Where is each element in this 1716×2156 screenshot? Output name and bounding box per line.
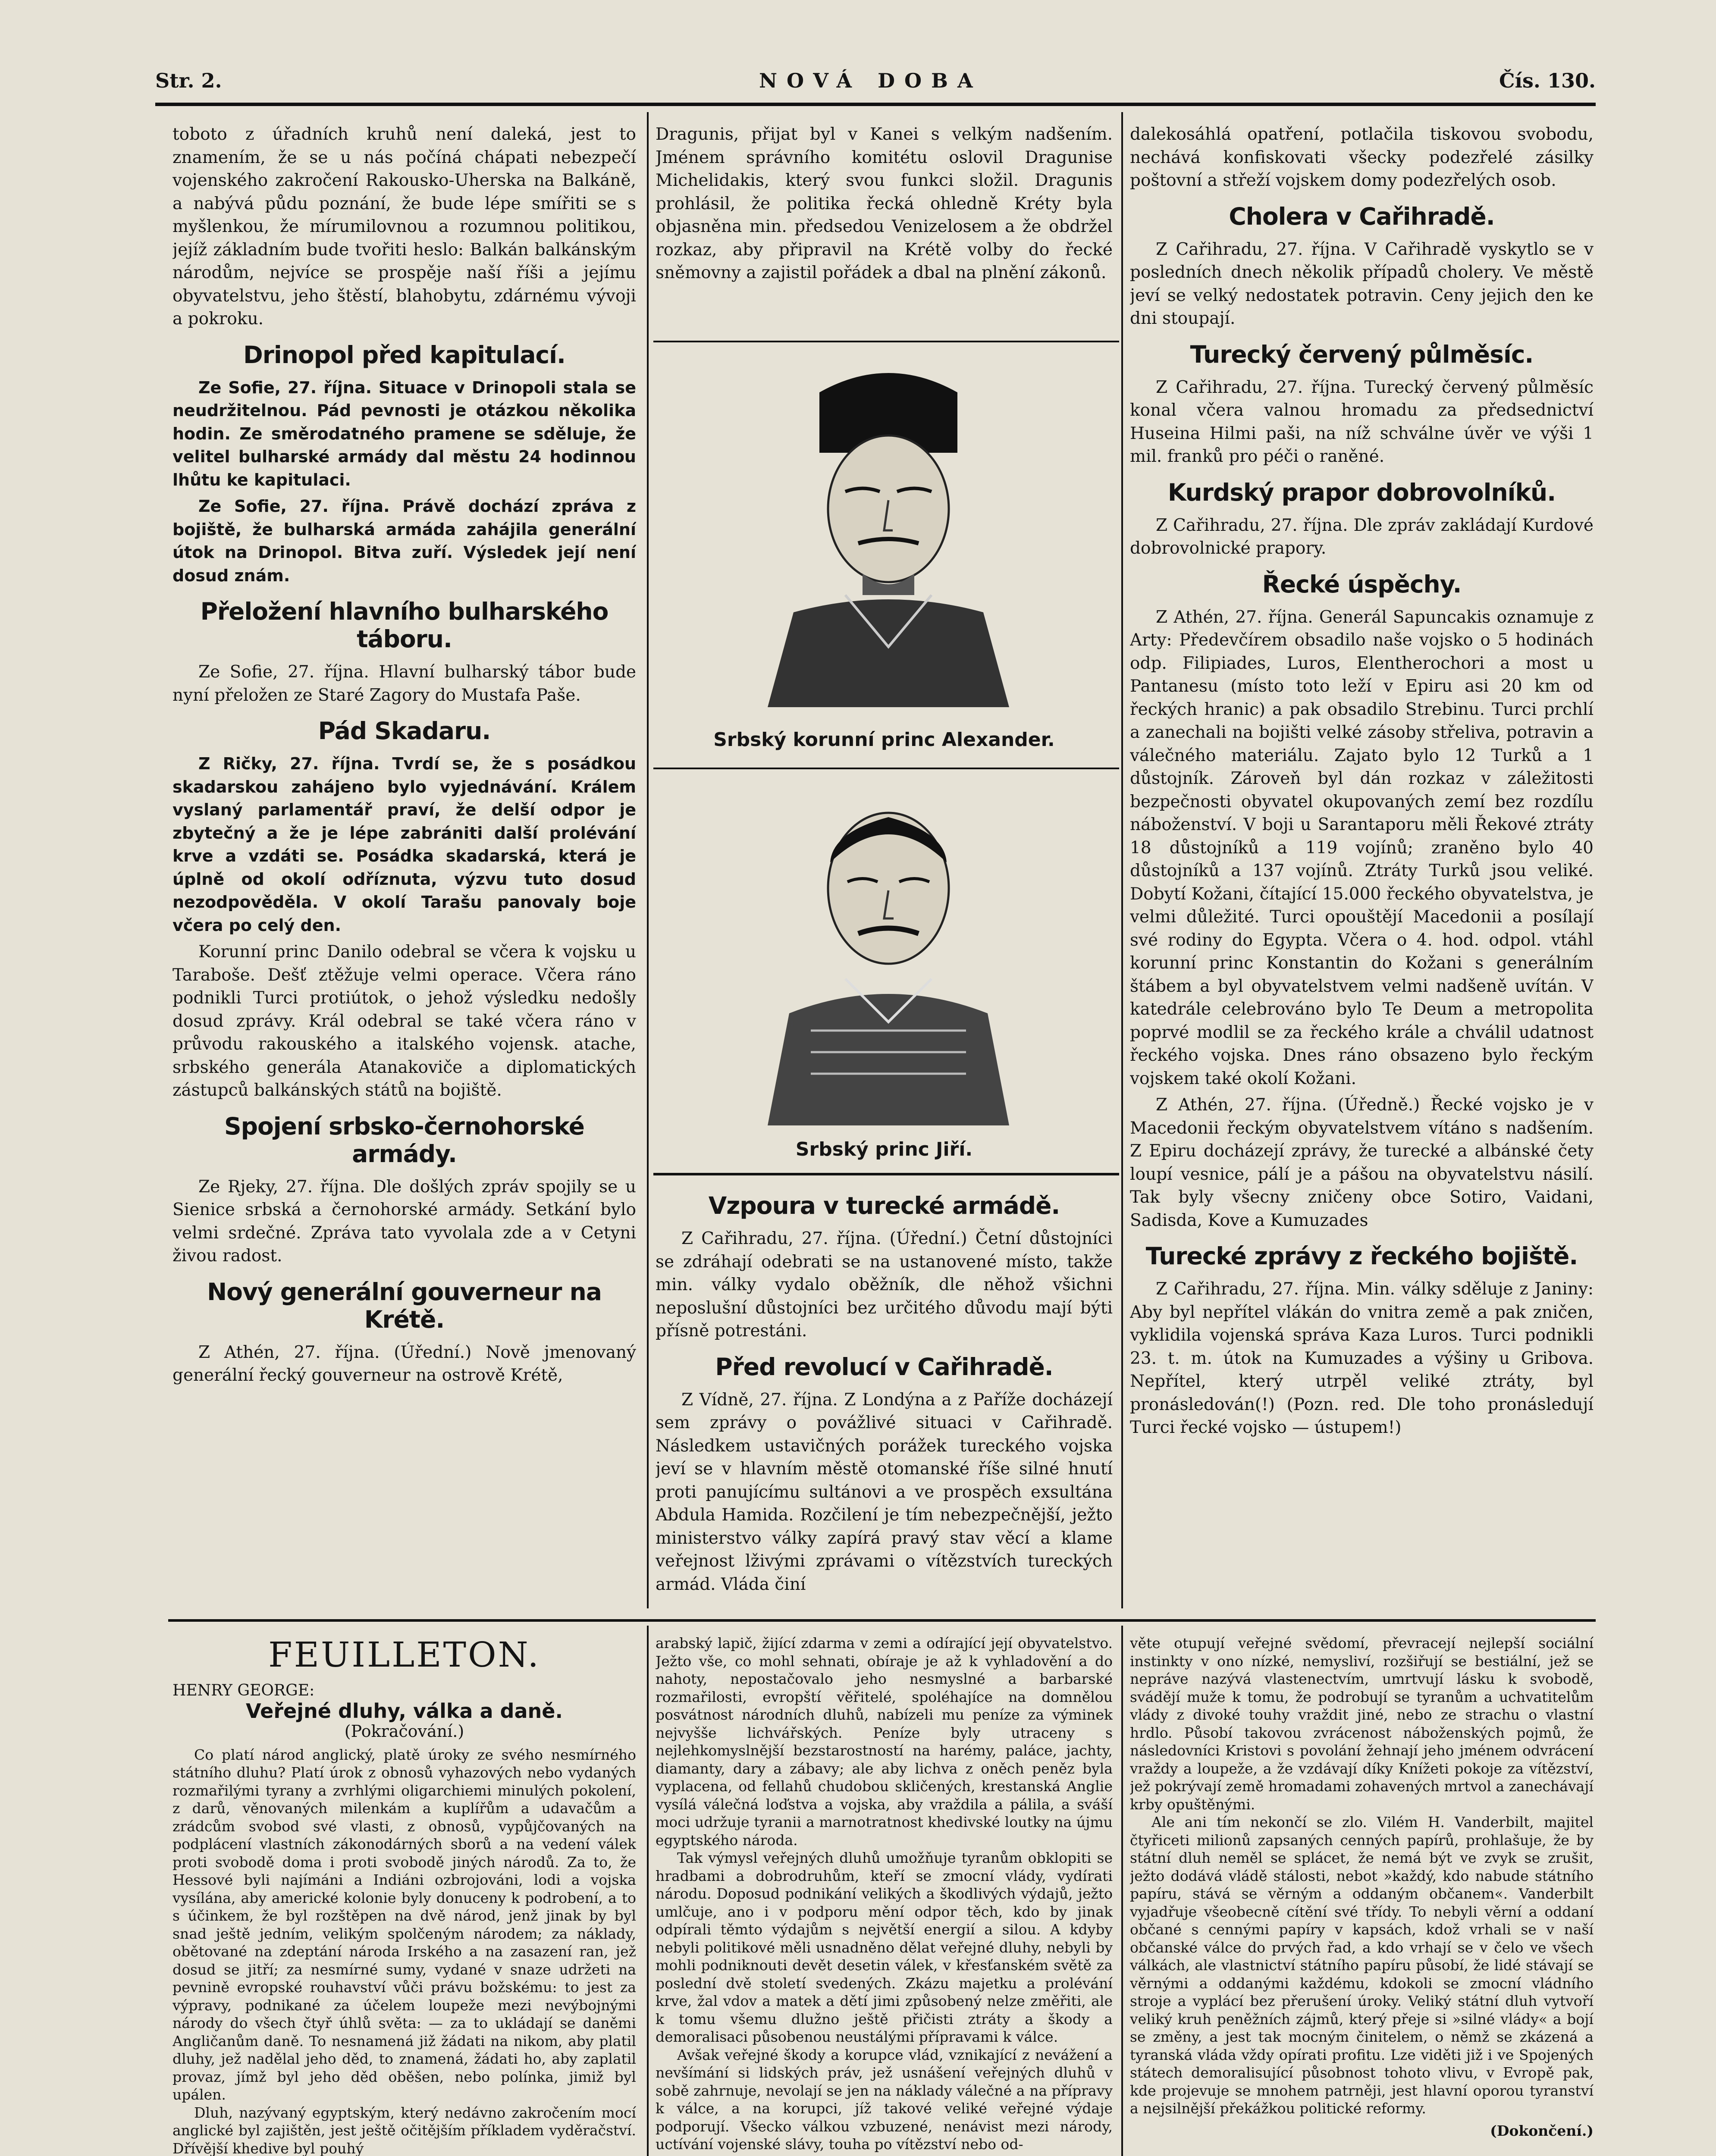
portrait-illustration (759, 789, 1018, 1125)
paragraph: Ze Sofie, 27. října. Situace v Drinopoli stala se neudržitelnou. Pád pevnosti je otázkou několika hodin. Ze směrodatného pramene se sděluje, že velitel bulharské armády dal městu 24 hodinnou lhůtu ke kapitulaci. (173, 378, 636, 489)
headline: Cholera v Cařihradě. (1229, 202, 1495, 230)
paragraph: Z Cařihradu, 27. října. (Úřední.) Četní důstojníci se zdráhají odebrati se na ustanovené místo, takže min. války vydalo oběžník, dle něhož všichni neposlušní důstojníci bez určitého důvodu mají býti přísně potrestáni. (656, 1229, 1113, 1341)
feuilleton-column-left (173, 1634, 636, 2156)
header-rule (155, 103, 1596, 106)
page-number: Str. 2. (155, 69, 222, 92)
paragraph: Co platí národ anglický, platě úroky ze svého nesmírného státního dluhu? Platí úrok z obnosů vyhazových nebo vydaných rozmařilými tyrany a zvrhlými oligarchiemi minulých pokolení, z darů, věnovaných milenkám a kuplířům a udavačům a zrádcům svobod své vlasti, z obnosů, vypůjčovaných na podplácení vlastních zákonodárných sborů a na vedení válek proti svobodě doma i proti svobodě jiných národů. Za to, že Hessové byli najímáni a Indiáni ozbrojováni, lodi a vojska vysílána, aby americké kolonie byly donuceny k podrobení, a to s účinkem, že byl rozštěpen na dvě národ, jenž jinak by byl snad ještě jedním, velikým spolčeným národem; za náklady, obětované na zdeptání národa Irského a na zasazení ran, jež dosud se jitří; za nesmírné sumy, vydané v snaze udržeti na pevnině evropské rouhavství vůči právu božskému: to jest za výpravy, podnikané za účelem loupeže mezi nevýbojnými národy do všech čtyř úhlů světa: — za to ukládají se daněmi Angličanům daně. To nesnamená již žádati na nikom, aby platil dluhy, jež nadělal jeho děd, to znamená, žádati ho, aby zaplatil provaz, jímž byl jeho děd oběšen, nebo polínka, jimiž byl upálen. (173, 1746, 636, 2103)
section-rule (653, 768, 1119, 769)
caption-jiri: Srbský princ Jiří. (795, 1138, 973, 1160)
feuilleton-author: HENRY GEORGE: (173, 1682, 315, 1699)
paragraph: Z Cařihradu, 27. října. Turecký červený půlměsíc konal včera valnou hromadu za předsednictví Huseina Hilmi paši, na níž schválne úvěr ve výši 1 mil. franků pro péči o raněné. (1130, 377, 1594, 466)
paragraph: arabský lapič, žijící zdarma v zemi a odírající její obyvatelstvo. Ježto vše, co mohl sehnati, obíraje je až k vyhladovění a do nahoty, nepostačovalo jeho nesmyslné a barbarské rozmařilosti, evropští věřitelé, spoléhajíce na domnělou posvátnost národních dluhů, nabízeli mu peníze za výminek nejvyšše lichvářských. Peníze byly utraceny s nejlehkomyslnější bezstarostností na harémy, paláce, jachty, diamanty, dary a zábavy; ale aby lichva z oněch peněz byla vyplacena, od fellahů chudobou skličených, krestanská Anglie vysílá válečná loďstva a vojska, aby vraždila a pálila, a sváší moci udržuje tyranii a marnotratnost khedivské loutky na újmu egyptského národa. (656, 1635, 1113, 1849)
feuilleton-column-middle (656, 1634, 1113, 2156)
column-middle-lower (656, 1181, 1113, 1608)
paragraph: věte otupují veřejné svědomí, převracejí nejlepší sociální instinkty v ono nízké, nemysliví, rozšiřují se bestiální, jež se nepráve nazývá vlastenectvím, umrtvují lásku k svobodě, svádějí muže k tomu, že podrobují se tyranům a uchvatitelům vlády z divoké touhy vraždit jiné, nebo ze strachu o vlastní hrdlo. Působí takovou zvrácenost náboženských pojmů, že následovníci Kristovi s povolání žehnají jeho jménem odvrácení vraždy a loupeže, a že vzdávají díky Knížeti pokoje za vítězství, jež pokrývají země hromadami zohavených mrtvol a zanechávají krby opuštěnými. (1130, 1635, 1594, 1813)
section-rule (653, 1173, 1119, 1175)
caption-alexander: Srbský korunní princ Alexander. (713, 729, 1055, 751)
paragraph: Korunní princ Danilo odebral se včera k vojsku u Taraboše. Dešť ztěžuje velmi operace. Včera ráno podnikli Turci protiútok, o jehož výsledku nedošly dosud zprávy. Král odebral se také včera ráno v průvodu rakouského a italského vojensk. atache, srbského generála Atanakoviče a diplomatických zástupců balkánských států na bojiště. (173, 942, 636, 1100)
feuilleton-title: FEUILLETON. (268, 1635, 540, 1675)
paragraph: Z Cařihradu, 27. října. Min. války sděluje z Janiny: Aby byl nepřítel vlákán do vnitra země a pak zničen, vyklidila vojenská správa Kaza Luros. Turci podnikli 23. t. m. útok na Kumuzades a výšiny u Gribova. Nepřítel, který utrpěl veliké ztráty, byl pronásledován(!) (Pozn. red. Dle toho pronásledují Turci řecké vojsko — ústupem!) (1130, 1279, 1594, 1437)
portrait-jiri (759, 789, 1018, 1125)
headline: Pád Skadaru. (318, 717, 491, 745)
column-middle (656, 123, 1113, 330)
article-continuation: dalekosáhlá opatření, potlačila tiskovou svobodu, nechává konfiskovati všecky podezřelé zásilky poštovní a střeží vojskem domy podezřelých osob. (1130, 125, 1594, 190)
column-divider (1121, 1626, 1123, 2156)
paragraph: Ze Rjeky, 27. října. Dle došlých zpráv spojily se u Sienice srbská a černohorské armády. Setkání bylo velmi srdečné. Zpráva tato vyvolala zde a v Cetyni živou radost. (173, 1177, 636, 1266)
article-continuation: toboto z úřadních kruhů není daleká, jest to znamením, že se u nás počíná chápati nebezpečí vojenského zakročení Rakousko-Uherska na Balkáně, a nabývá půdu poznání, že bude lépe smířiti se s myšlenkou, že mírumilovnou a rozumnou politikou, jejíž základním bude tvořiti heslo: Balkán balkánským národům, nejvíce se prospěje naší říši a jejímu obyvatelstvu, jeho štěstí, blahobytu, zdárnému vývoji a pokroku. (173, 125, 636, 329)
section-rule (653, 341, 1119, 342)
feuilleton-column-right (1130, 1634, 1594, 2156)
paragraph: Ze Sofie, 27. října. Právě dochází zpráva z bojiště, že bulharská armáda zahájila generální útok na Drinopol. Bitva zuří. Výsledek její není dosud znám. (173, 497, 636, 585)
article-continuation: Dragunis, přijat byl v Kanei s velkým nadšením. Jménem správního komitétu oslovil Dragunise Michelidakis, který svou funkci složil. Dragunis prohlásil, že politika řecká ohledně Kréty byla objasněna min. předsedou Venizelosem a že obdržel rozkaz, aby připravil na Krétě volby do řecké sněmovny a zajistil pořádek a dbal na plnění zákonů. (656, 125, 1113, 282)
portrait-alexander (755, 354, 1022, 707)
column-right (1130, 123, 1594, 1606)
column-divider (1121, 112, 1123, 1608)
headline: Kurdský prapor dobrovolníků. (1167, 478, 1556, 506)
headline: Turecký červený půlměsíc. (1190, 340, 1534, 368)
paragraph: Z Athén, 27. října. Generál Sapuncakis oznamuje z Arty: Předevčírem obsadilo naše vojsko o 5 hodinách odp. Filipiades, Luros, Elentherochori a most u Pantanesu (místo toto leží v Epiru asi 20 km od řeckých hranic) a pak obsadilo Strebinu. Turci prchlí a zanechali na bojišti velké zásoby střeliva, potravin a válečného materiálu. Zajato bylo 12 Turků a 1 důstojník. Zároveň byl dán rozkaz v záležitosti bezpečnosti obyvatel okupovaných zemí bez rozdílu náboženství. V boji u Sarantaporu měli Řekové ztráty 18 důstojníků a 119 vojínů; zraněno bylo 40 důstojníků a 137 vojínů. Ztráty Turků jsou veliké. Dobytí Kožani, čítající 15.000 řeckého obyvatelstva, je velmi důležité. Turci opouštějí Macedonii a posílají své rodiny do Egypta. Včera o 4. hod. odpol. vtáhl korunní princ Konstantin do Kožani s generálním štábem a byl obyvatelstvem velmi nadšeně uvítán. V katedrále celebrováno bylo Te Deum a metropolita poprvé modlil se za řeckého krále a chválil udatnost řeckého vojska. Dnes ráno obsazeno bylo řeckým vojskem také okolí Kožani. (1130, 607, 1594, 1088)
feuilleton-subtitle: (Pokračování.) (344, 1722, 464, 1741)
paragraph: Z Athén, 27. října. (Úředně.) Řecké vojsko je v Macedonii řeckým obyvatelstvem vítáno s nadšením. Z Epiru docházejí zprávy, že turecké a albánské čety loupí vesnice, pálí je a pášou na obyvatelstvu násilí. Tak byly všecny zničeny obce Sotiro, Vaidani, Sadisda, Kove a Kumuzades (1130, 1095, 1594, 1230)
continuation-note: (Dokončení.) (1490, 2122, 1594, 2139)
paragraph: Z Vídně, 27. října. Z Londýna a z Paříže docházejí sem zprávy o povážlivé situaci v Cařihradě. Následkem ustavičných porážek tureckého vojska jeví se v hlavním městě otomanské říše silné hnutí proti panujícímu sultánovi a ve prospěch exsultána Abdula Hamida. Rozčilení je tím nebezpečnější, ježto ministerstvo války zapírá pravý stav věcí a klame veřejnost lživými zprávami o vítězstvích tureckých armád. Vláda činí (656, 1390, 1113, 1594)
headline: Spojení srbsko-černohorské armády. (224, 1112, 584, 1168)
paragraph: Avšak veřejné škody a korupce vlád, vznikající z nevážení a nevšímání si lidských práv, jež usnášení veřejných dluhů v sobě zahrnuje, nevolají se jen na náklady válečné a na přípravy k válce, a na korupci, jíž takové veliké veřejné výdaje podporují. Všecko válkou vzbuzené, nenávist mezi národy, uctívání vojenské slávy, touha po vítězství nebo od- (656, 2046, 1113, 2153)
paragraph: Z Athén, 27. října. (Úřední.) Nově jmenovaný generální řecký gouverneur na ostrově Krétě, (173, 1342, 636, 1385)
column-left (173, 123, 636, 1606)
headline: Přeložení hlavního bulharského táboru. (200, 598, 609, 653)
feuilleton-heading: Veřejné dluhy, válka a daně. (246, 1699, 563, 1723)
headline: Turecké zprávy z řeckého bojiště. (1145, 1242, 1578, 1270)
headline: Vzpoura v turecké armádě. (708, 1192, 1060, 1219)
feuilleton-rule (168, 1619, 1596, 1622)
paragraph: Tak výmysl veřejných dluhů umožňuje tyranům obklopiti se hradbami a dobrodruhům, kteří se zmocní vlády, vydírati národu. Doposud podnikání velikých a škodlivých výdajů, ježto umlčuje, ano i v podporu mění odpor těch, kdo by jinak odpírali těmto výdajům s největší energií a silou. A kdyby nebyli politikové měli usnadněno dělat veřejné dluhy, nebyli by mohli podniknouti devět desetin válek, v křesťanském světě za poslední dvě století svedených. Zkázu majetku a prolévání krve, žal vdov a matek a dětí jimi způsobený nelze změřiti, ale k tomu všemu dlužno ještě přičisti ztráty a škody a demoralisaci působenou neustálými přípravami k válce. (656, 1849, 1113, 2045)
paragraph: Z Cařihradu, 27. října. V Cařihradě vyskytlo se v posledních dnech několik případů cholery. Ve městě jeví se velký nedostatek potravin. Ceny jejich den ke dni stoupají. (1130, 239, 1594, 328)
paragraph: Z Cařihradu, 27. října. Dle zpráv zakládají Kurdové dobrovolnické prapory. (1130, 515, 1594, 558)
headline: Drinopol před kapitulací. (243, 341, 565, 369)
paragraph: Z Ričky, 27. října. Tvrdí se, že s posádkou skadarskou zahájeno bylo vyjednávání. Králem vyslaný parlamentář praví, že delší odpor je zbytečný a že je lépe zabrániti další prolévání krve a vzdáti se. Posádka skadarská, která je úplně od okolí odříznuta, výzvu tuto dosud nezodpověděla. V okolí Tarašu panovaly boje včera po celý den. (173, 754, 636, 935)
column-divider (647, 1626, 649, 2156)
page-header (155, 65, 1596, 99)
column-divider (647, 112, 649, 1608)
portrait-illustration (755, 354, 1022, 707)
paragraph: Ze Sofie, 27. října. Hlavní bulharský tábor bude nyní přeložen ze Staré Zagory do Mustafa Paše. (173, 662, 636, 705)
headline: Řecké úspěchy. (1262, 570, 1462, 598)
headline: Před revolucí v Cařihradě. (715, 1353, 1053, 1381)
issue-number: Čís. 130. (1499, 69, 1596, 92)
paragraph: Dluh, nazývaný egyptským, který nedávno zakročením mocí anglické byl zajištěn, jest ještě očitějším příkladem vyděračství. Dřívější khedive byl pouhý (173, 2104, 636, 2156)
masthead: NOVÁ DOBA (759, 69, 982, 92)
headline: Nový generální gouverneur na Krétě. (207, 1278, 602, 1333)
paragraph: Ale ani tím nekončí se zlo. Vilém H. Vanderbilt, majitel čtyřiceti milionů zapsaných cenných papírů, prohlašuje, že by státní dluh neměl se splácet, že nemá být ve zvyk se zrušit, ježto dodává vládě stálosti, nebot »každý, kdo nabude státního papíru, stává se věrným a oddaným občanem«. Vanderbilt vyjadřuje všeobecně cítění své třídy. To nebyli věrní a oddaní občané s cennými papíry v kapsách, kdož vrhali se v naší občanské válce do prvých řad, a kdo vrhají se v čelo ve všech válkách, ale vlastnictví státního papíru působí, že lidé stávají se věrnými a oddanými každému, kdokoli se zmocní vládního stroje a vyplácí bez přerušení úroky. Veliký státní dluh vytvoří veliký kruh peněžních zájmů, který přeje si »silné vlády« a bojí se změny, a jest tak mocným činitelem, o němž se zkázená a tyranská vláda vždy opírati profitu. Lze viděti již i ve Spojených státech demoralisující působnost tohoto vlivu, v Evropě pak, kde projevuje se mnohem patrněji, jest hlavní oporou tyranství a nejsilnější překážkou politické reformy. (1130, 1814, 1594, 2117)
